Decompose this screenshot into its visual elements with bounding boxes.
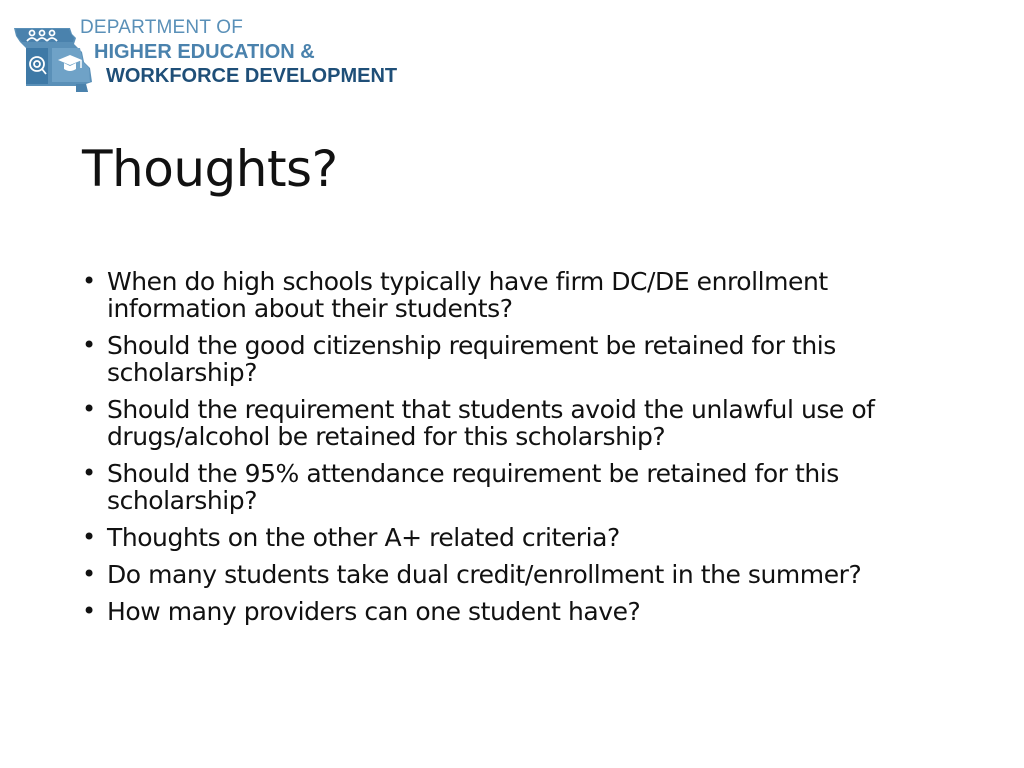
- bullet-item: [80, 460, 940, 514]
- bullet-item: [80, 561, 940, 588]
- bullet-icon: •: [82, 395, 96, 423]
- bullet-list: [80, 268, 940, 635]
- bullet-icon: •: [82, 560, 96, 588]
- bullet-text: Should the requirement that students avoid the unlawful use of drugs/alcohol be retained for this scholarship?: [107, 395, 875, 451]
- bullet-item: [80, 268, 940, 322]
- logo-line-workforce: WORKFORCE DEVELOPMENT: [106, 65, 398, 87]
- bullet-icon: •: [82, 523, 96, 551]
- bullet-icon: •: [82, 597, 96, 625]
- bullet-item: [80, 598, 940, 625]
- bullet-icon: •: [82, 459, 96, 487]
- bullet-text: Thoughts on the other A+ related criteria?: [107, 523, 620, 552]
- bullet-icon: •: [82, 331, 96, 359]
- bullet-item: [80, 396, 940, 450]
- bullet-text: How many providers can one student have?: [107, 597, 641, 626]
- slide-title: Thoughts?: [82, 140, 338, 198]
- bullet-icon: •: [82, 267, 96, 295]
- bullet-text: Should the 95% attendance requirement be retained for this scholarship?: [107, 459, 839, 515]
- bullet-text: Do many students take dual credit/enrollment in the summer?: [107, 560, 862, 589]
- logo-line-department: DEPARTMENT OF: [80, 17, 244, 38]
- department-logo: [12, 18, 422, 100]
- bullet-text: Should the good citizenship requirement be retained for this scholarship?: [107, 331, 836, 387]
- bullet-item: [80, 524, 940, 551]
- bullet-item: [80, 332, 940, 386]
- logo-text: [80, 18, 397, 88]
- bullet-text: When do high schools typically have firm DC/DE enrollment information about their students?: [107, 267, 828, 323]
- logo-line-higher-education: HIGHER EDUCATION &: [94, 41, 315, 63]
